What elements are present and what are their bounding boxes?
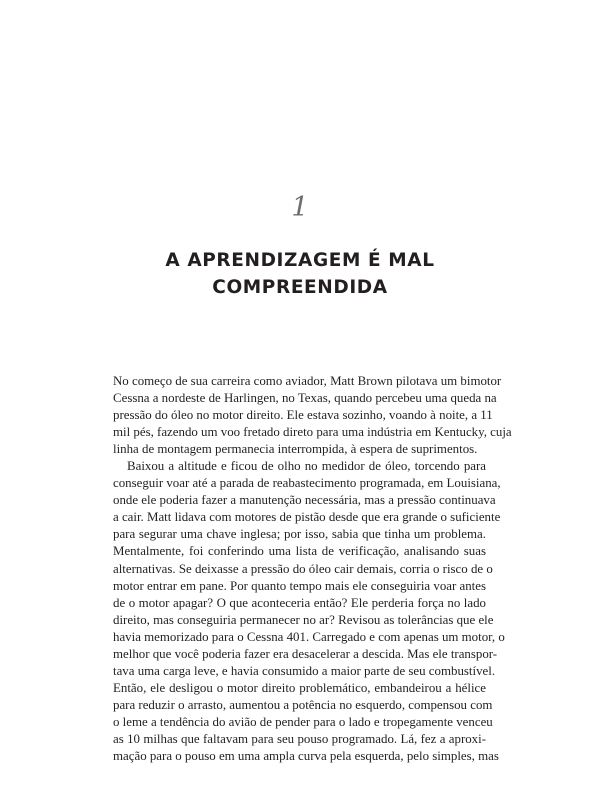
text-line: a cair. Matt lidava com motores de pistão desde que era grande o suficiente bbox=[113, 510, 501, 525]
text-line: as 10 milhas que faltavam para seu pouso programado. Lá, fez a aproxi- bbox=[113, 731, 486, 746]
text-line: mil pés, fazendo um voo fretado direto para uma indústria em Kentucky, cuja bbox=[113, 425, 512, 440]
text-line: de o motor apagar? O que aconteceria então? Ele perderia força no lado bbox=[113, 595, 486, 610]
body-text bbox=[113, 373, 512, 765]
chapter-title-line-2: COMPREENDIDA bbox=[212, 277, 388, 298]
text-line: Mentalmente, foi conferindo uma lista de verificação, analisando suas bbox=[113, 544, 486, 559]
text-line: melhor que você poderia fazer era desacelerar a descida. Mas ele transpor- bbox=[113, 646, 498, 661]
chapter-title-line-1: A APRENDIZAGEM É MAL bbox=[165, 250, 435, 271]
text-line: motor entrar em pane. Por quanto tempo mais ele conseguiria voar antes bbox=[113, 578, 486, 593]
text-line: havia memorizado para o Cessna 401. Carregado e com apenas um motor, o bbox=[113, 629, 505, 644]
chapter-number: 1 bbox=[291, 192, 309, 223]
text-line: No começo de sua carreira como aviador, Matt Brown pilotava um bimotor bbox=[113, 374, 502, 388]
text-line: para segurar uma chave inglesa; por isso, sabia que tinha um problema. bbox=[113, 527, 486, 542]
text-line: para reduzir o arrasto, aumentou a potência no esquerdo, compensou com bbox=[113, 697, 493, 712]
text-line: alternativas. Se deixasse a pressão do óleo cair demais, corria o risco de o bbox=[113, 561, 493, 576]
text-line: linha de montagem permanecia interrompida, à espera de suprimentos. bbox=[113, 442, 478, 457]
text-line: mação para o pouso em uma ampla curva pela esquerda, pelo simples, mas bbox=[113, 749, 499, 764]
text-line: Cessna a nordeste de Harlingen, no Texas, quando percebeu uma queda na bbox=[113, 391, 497, 406]
text-line: o leme a tendência do avião de pender para o lado e tropegamente venceu bbox=[113, 714, 493, 729]
text-line: direito, mas conseguiria permanecer no ar? Revisou as tolerâncias que ele bbox=[113, 612, 494, 627]
chapter-title bbox=[100, 247, 500, 301]
text-line: onde ele poderia fazer a manutenção necessária, mas a pressão continuava bbox=[113, 493, 496, 508]
text-line: tava uma carga leve, e havia consumido a maior parte de seu combustível. bbox=[113, 663, 496, 678]
text-line: pressão do óleo no motor direito. Ele estava sozinho, voando à noite, a 11 bbox=[113, 408, 493, 423]
text-line: Então, ele desligou o motor direito problemático, embandeirou a hélice bbox=[113, 680, 486, 695]
text-line: Baixou a altitude e ficou de olho no medidor de óleo, torcendo para bbox=[127, 459, 486, 474]
text-line: conseguir voar até a parada de reabastecimento programada, em Louisiana, bbox=[113, 476, 501, 491]
